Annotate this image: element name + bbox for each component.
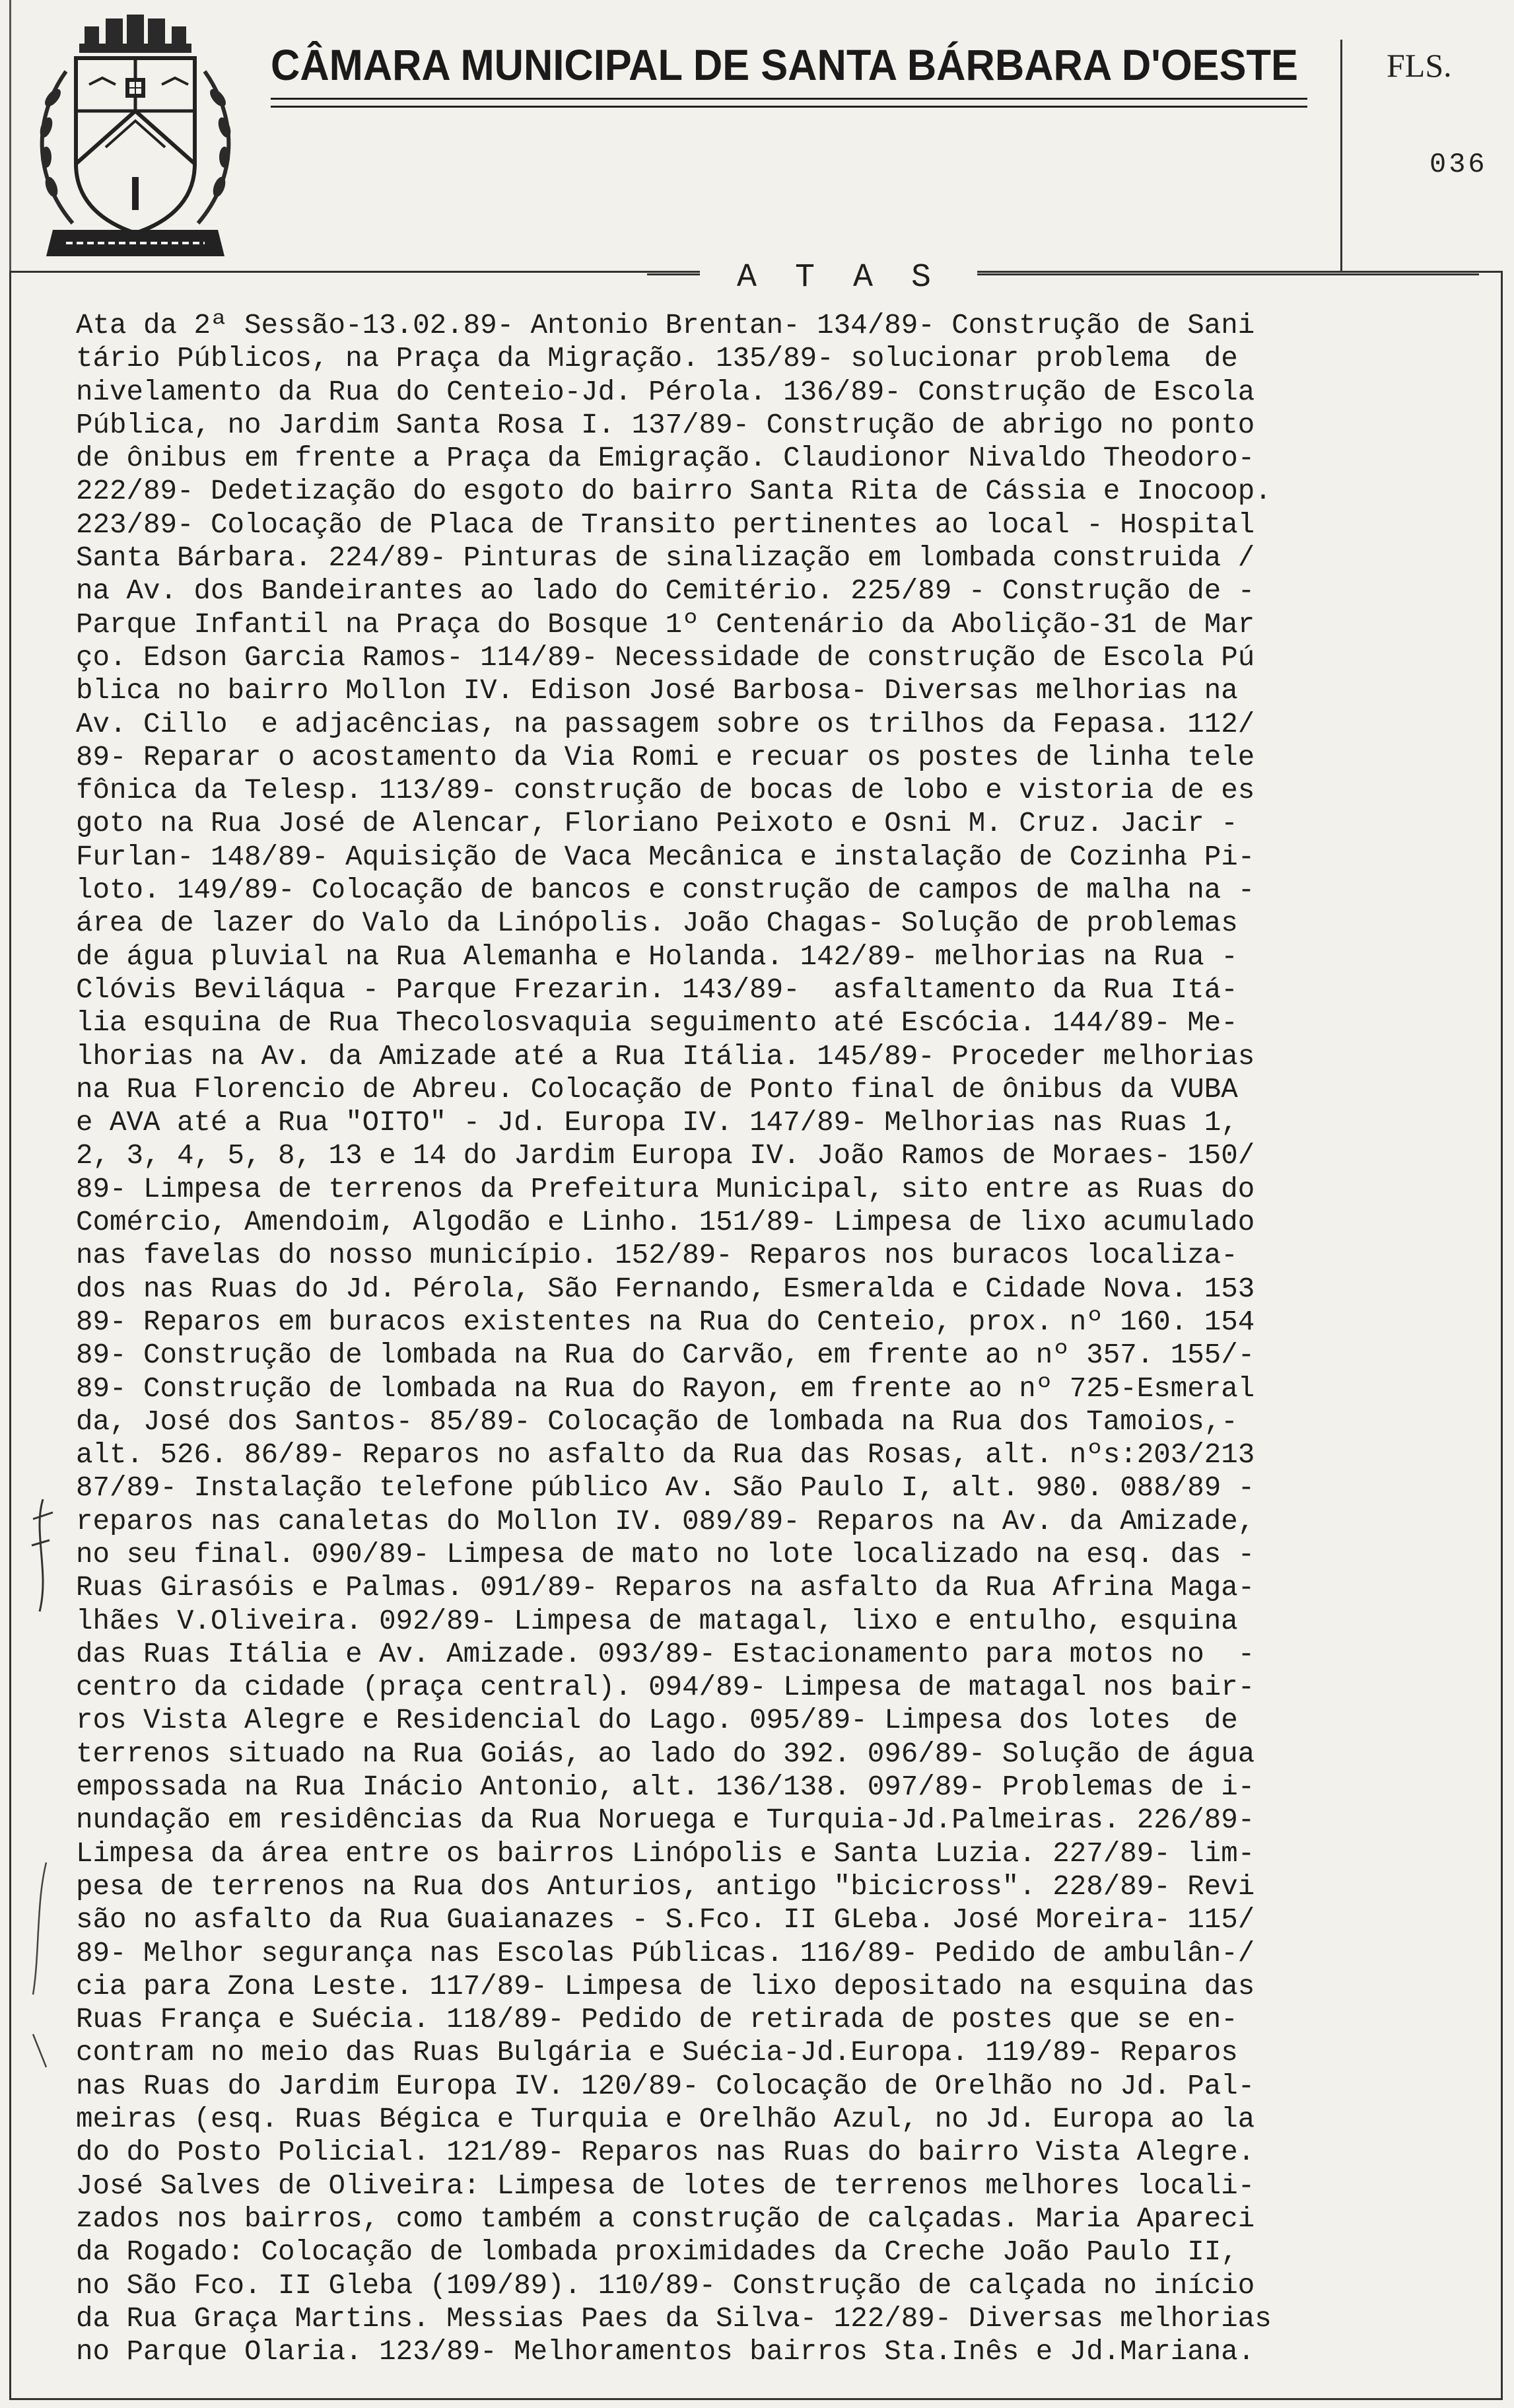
minutes-line: goto na Rua José de Alencar, Floriano Peixoto e Osni M. Cruz. Jacir - [76, 808, 1238, 840]
minutes-body [76, 309, 1489, 2368]
minutes-line: 2, 3, 4, 5, 8, 13 e 14 do Jardim Europa IV. João Ramos de Moraes- 150/ [76, 1140, 1255, 1172]
minutes-line: 222/89- Dedetização do esgoto do bairro Santa Rita de Cássia e Inocoop. [76, 476, 1272, 508]
title-rule-top [271, 98, 1307, 100]
margin-annotation-icon [13, 1493, 59, 2087]
folio-divider [1340, 40, 1342, 271]
minutes-line: nas favelas do nosso município. 152/89- Reparos nos buracos localiza- [76, 1240, 1238, 1272]
minutes-line: fônica da Telesp. 113/89- construção de bocas de lobo e vistoria de es [76, 775, 1255, 807]
minutes-line: nundação em residências da Rua Noruega e Turquia-Jd.Palmeiras. 226/89- [76, 1804, 1255, 1837]
minutes-line: Pública, no Jardim Santa Rosa I. 137/89- Construção de abrigo no ponto [76, 409, 1255, 441]
minutes-line: 89- Construção de lombada na Rua do Rayon, em frente ao nº 725-Esmeral [76, 1372, 1255, 1405]
minutes-line: loto. 149/89- Colocação de bancos e construção de campos de malha na - [76, 874, 1255, 907]
minutes-line: no São Fco. II Gleba (109/89). 110/89- Construção de calçada no início [76, 2269, 1255, 2302]
minutes-line: ros Vista Alegre e Residencial do Lago. 095/89- Limpesa dos lotes de [76, 1705, 1238, 1737]
municipal-crest-icon [26, 12, 244, 269]
minutes-line: tário Públicos, na Praça da Migração. 135/89- solucionar problema de [76, 343, 1238, 375]
minutes-line: contram no meio das Ruas Bulgária e Suécia-Jd.Europa. 119/89- Reparos [76, 2037, 1238, 2069]
minutes-line: Ruas França e Suécia. 118/89- Pedido de retirada de postes que se en- [76, 2004, 1238, 2036]
minutes-line: Clóvis Beviláqua - Parque Frezarin. 143/89- asfaltamento da Rua Itá- [76, 974, 1238, 1006]
institution-title: CÂMARA MUNICIPAL DE SANTA BÁRBARA D'OESTE [271, 40, 1298, 89]
minutes-line: blica no bairro Mollon IV. Edison José Barbosa- Diversas melhorias na [76, 675, 1238, 707]
minutes-line: na Av. dos Bandeirantes ao lado do Cemitério. 225/89 - Construção de - [76, 575, 1255, 608]
minutes-line: 89- Melhor segurança nas Escolas Públicas. 116/89- Pedido de ambulân-/ [76, 1937, 1255, 1969]
minutes-line: lhorias na Av. da Amizade até a Rua Itália. 145/89- Proceder melhorias [76, 1040, 1255, 1073]
minutes-line: e AVA até a Rua "OITO" - Jd. Europa IV. 147/89- Melhorias nas Ruas 1, [76, 1107, 1238, 1139]
minutes-line: Santa Bárbara. 224/89- Pinturas de sinalização em lombada construida / [76, 542, 1255, 575]
minutes-line: 89- Limpesa de terrenos da Prefeitura Municipal, sito entre as Ruas do [76, 1173, 1255, 1205]
minutes-line: de ônibus em frente a Praça da Emigração. Claudionor Nivaldo Theodoro- [76, 443, 1255, 475]
minutes-line: José Salves de Oliveira: Limpesa de lotes de terrenos melhores locali- [76, 2170, 1255, 2202]
minutes-line: pesa de terrenos na Rua dos Anturios, antigo "bicicross". 228/89- Revi [76, 1870, 1255, 1903]
minutes-line: da, José dos Santos- 85/89- Colocação de lombada na Rua dos Tamoios,- [76, 1405, 1238, 1438]
minutes-line: alt. 526. 86/89- Reparos no asfalto da Rua das Rosas, alt. nºs:203/213 [76, 1439, 1255, 1471]
section-title: A T A S [700, 259, 977, 297]
minutes-line: Comércio, Amendoim, Algodão e Linho. 151/89- Limpesa de lixo acumulado [76, 1207, 1255, 1239]
minutes-line: Furlan- 148/89- Aquisição de Vaca Mecânica e instalação de Cozinha Pi- [76, 841, 1255, 873]
minutes-line: 87/89- Instalação telefone público Av. São Paulo I, alt. 980. 088/89 - [76, 1472, 1255, 1505]
minutes-line: cia para Zona Leste. 117/89- Limpesa de lixo depositado na esquina das [76, 1970, 1255, 2002]
minutes-line: Limpesa da área entre os bairros Linópolis e Santa Luzia. 227/89- lim- [76, 1837, 1255, 1870]
minutes-line: reparos nas canaletas do Mollon IV. 089/89- Reparos na Av. da Amizade, [76, 1505, 1255, 1538]
minutes-line: 89- Reparos em buracos existentes na Rua do Centeio, prox. nº 160. 154 [76, 1306, 1255, 1338]
minutes-line: da Rogado: Colocação de lombada proximidades da Creche João Paulo II, [76, 2236, 1238, 2269]
minutes-line: terrenos situado na Rua Goiás, ao lado do 392. 096/89- Solução de água [76, 1738, 1255, 1770]
minutes-line: Ruas Girasóis e Palmas. 091/89- Reparos na asfalto da Rua Afrina Maga- [76, 1572, 1255, 1604]
title-rule-bottom [271, 106, 1307, 108]
minutes-line: empossada na Rua Inácio Antonio, alt. 136/138. 097/89- Problemas de i- [76, 1771, 1255, 1804]
minutes-line: 89- Reparar o acostamento da Via Romi e recuar os postes de linha tele [76, 741, 1255, 773]
minutes-line: 223/89- Colocação de Placa de Transito pertinentes ao local - Hospital [76, 509, 1255, 541]
minutes-line: ço. Edson Garcia Ramos- 114/89- Necessidade de construção de Escola Pú [76, 641, 1255, 674]
minutes-line: são no asfalto da Rua Guaianazes - S.Fco. II GLeba. José Moreira- 115/ [76, 1904, 1255, 1936]
minutes-line: Av. Cillo e adjacências, na passagem sobre os trilhos da Fepasa. 112/ [76, 708, 1255, 740]
minutes-line: zados nos bairros, como também a construção de calçadas. Maria Apareci [76, 2203, 1255, 2235]
minutes-line: lhães V.Oliveira. 092/89- Limpesa de matagal, lixo e entulho, esquina [76, 1605, 1238, 1637]
minutes-line: Ata da 2ª Sessão-13.02.89- Antonio Brentan- 134/89- Construção de Sani [76, 310, 1255, 341]
minutes-line: na Rua Florencio de Abreu. Colocação de Ponto final de ônibus da VUBA [76, 1073, 1238, 1106]
minutes-line: Parque Infantil na Praça do Bosque 1º Centenário da Abolição-31 de Mar [76, 608, 1255, 641]
minutes-line: no seu final. 090/89- Limpesa de mato no lote localizado na esq. das - [76, 1538, 1255, 1571]
minutes-line: centro da cidade (praça central). 094/89- Limpesa de matagal nos bair- [76, 1672, 1255, 1704]
section-heading [106, 259, 1492, 305]
minutes-line: no Parque Olaria. 123/89- Melhoramentos bairros Sta.Inês e Jd.Mariana. [76, 2336, 1255, 2368]
minutes-line: 89- Construção de lombada na Rua do Carvão, em frente ao nº 357. 155/- [76, 1339, 1255, 1372]
folio-label: FLS. [1387, 47, 1452, 84]
minutes-line: nas Ruas do Jardim Europa IV. 120/89- Colocação de Orelhão no Jd. Pal- [76, 2070, 1255, 2102]
minutes-line: meiras (esq. Ruas Bégica e Turquia e Orelhão Azul, no Jd. Europa ao la [76, 2104, 1255, 2136]
minutes-line: lia esquina de Rua Thecolosvaquia seguimento até Escócia. 144/89- Me- [76, 1007, 1238, 1040]
page-number: 036 [1429, 149, 1488, 180]
minutes-line: nivelamento da Rua do Centeio-Jd. Pérola. 136/89- Construção de Escola [76, 376, 1255, 408]
minutes-line: do do Posto Policial. 121/89- Reparos nas Ruas do bairro Vista Alegre. [76, 2137, 1255, 2169]
minutes-line: das Ruas Itália e Av. Amizade. 093/89- Estacionamento para motos no - [76, 1638, 1255, 1670]
left-margin-rule [9, 0, 11, 272]
minutes-line: de água pluvial na Rua Alemanha e Holanda. 142/89- melhorias na Rua - [76, 940, 1238, 973]
minutes-line: área de lazer do Valo da Linópolis. João Chagas- Solução de problemas [76, 907, 1238, 940]
minutes-line: dos nas Ruas do Jd. Pérola, São Fernando, Esmeralda e Cidade Nova. 153 [76, 1273, 1255, 1305]
minutes-line: da Rua Graça Martins. Messias Paes da Silva- 122/89- Diversas melhorias [76, 2302, 1272, 2335]
